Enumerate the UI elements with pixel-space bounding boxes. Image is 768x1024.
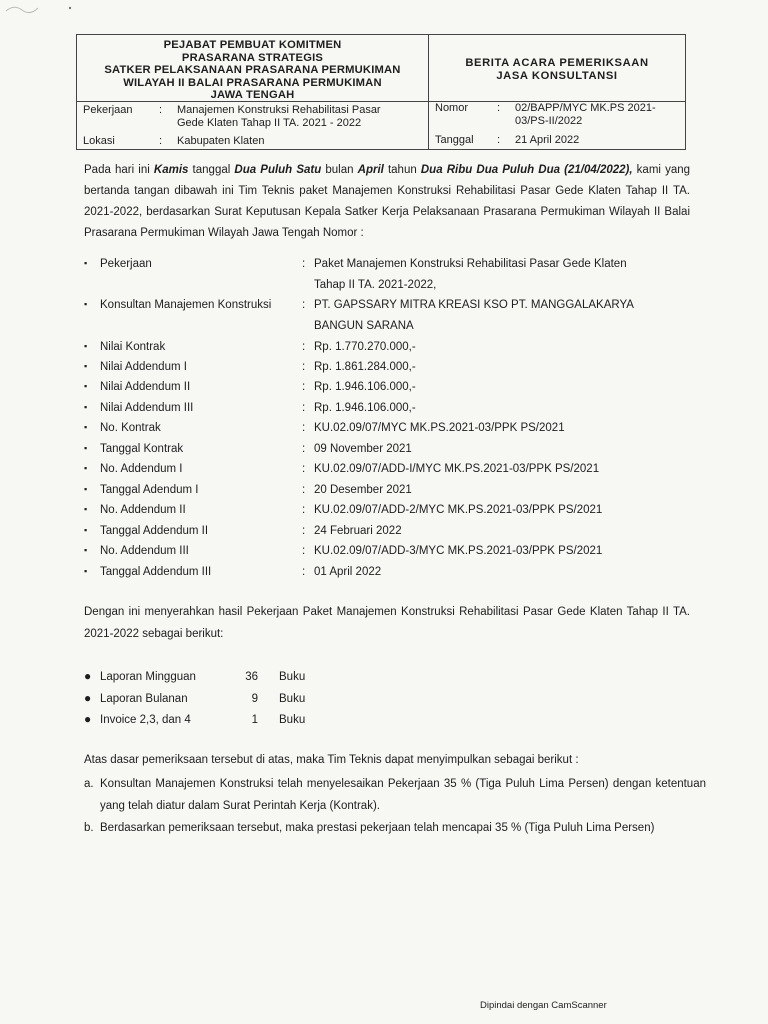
intro-text: tanggal xyxy=(188,164,235,176)
detail-colon: : xyxy=(302,525,306,537)
detail-colon: : xyxy=(302,545,306,557)
deliverable-label: Laporan Mingguan xyxy=(100,671,196,683)
intro-date: Dua Puluh Satu xyxy=(234,164,322,176)
detail-label: No. Addendum II xyxy=(100,504,186,516)
detail-row xyxy=(84,295,704,315)
detail-label: Nilai Addendum III xyxy=(100,402,194,414)
deliverable-qty: 9 xyxy=(251,693,258,705)
detail-value: Paket Manajemen Konstruksi Rehabilitasi Pasar Gede Klaten xyxy=(314,258,627,270)
detail-label: Tanggal Adendum I xyxy=(100,484,199,496)
conclusion-intro: Atas dasar pemeriksaan tersebut di atas, maka Tim Teknis dapat menyimpulkan sebagai berikut : xyxy=(84,754,579,766)
detail-value-cont: BANGUN SARANA xyxy=(314,320,414,332)
conclusion-text: Berdasarkan pemeriksaan tersebut, maka prestasi pekerjaan telah mencapai 35 % (Tiga Puluh Lima Persen) xyxy=(100,822,655,834)
detail-label: Tanggal Addendum II xyxy=(100,525,209,537)
tanggal-colon: : xyxy=(497,134,501,146)
square-bullet-icon: ▪ xyxy=(84,463,88,473)
square-bullet-icon: ▪ xyxy=(84,361,88,371)
detail-value: PT. GAPSSARY MITRA KREASI KSO PT. MANGGALAKARYA xyxy=(314,299,634,311)
detail-row xyxy=(84,418,704,438)
detail-row xyxy=(84,480,704,500)
detail-colon: : xyxy=(302,299,306,311)
detail-label: Tanggal Kontrak xyxy=(100,443,184,455)
lokasi-label: Lokasi xyxy=(83,135,115,147)
detail-row xyxy=(84,357,704,377)
square-bullet-icon: ▪ xyxy=(84,299,88,309)
intro-paragraph xyxy=(84,160,690,244)
detail-row xyxy=(84,541,704,561)
detail-value: 24 Februari 2022 xyxy=(314,525,402,537)
deliverable-item xyxy=(84,710,384,730)
detail-row xyxy=(84,439,704,459)
tanggal-value: 21 April 2022 xyxy=(515,134,580,146)
intro-text: tahun xyxy=(383,164,421,176)
deliverable-unit: Buku xyxy=(279,714,306,726)
doc-title-line: JASA KONSULTANSI xyxy=(496,70,618,82)
round-bullet-icon: ● xyxy=(84,712,92,726)
detail-value: 20 Desember 2021 xyxy=(314,484,412,496)
header-table xyxy=(76,34,686,150)
square-bullet-icon: ▪ xyxy=(84,341,88,351)
square-bullet-icon: ▪ xyxy=(84,402,88,412)
detail-value: Rp. 1.946.106.000,- xyxy=(314,381,416,393)
scanner-watermark: Dipindai dengan CamScanner xyxy=(480,1000,607,1011)
detail-label: Tanggal Addendum III xyxy=(100,566,212,578)
detail-colon: : xyxy=(302,361,306,373)
detail-value: KU.02.09/07/ADD-I/MYC MK.PS.2021-03/PPK PS/2021 xyxy=(314,463,600,475)
detail-label: Nilai Addendum I xyxy=(100,361,187,373)
detail-value-cont: Tahap II TA. 2021-2022, xyxy=(314,279,437,291)
detail-colon: : xyxy=(302,504,306,516)
lokasi-colon: : xyxy=(159,135,163,147)
handover-paragraph: Dengan ini menyerahkan hasil Pekerjaan Paket Manajemen Konstruksi Rehabilitasi Pasar Gede Klaten Tahap II TA. 2021-2022 sebagai berikut: xyxy=(84,606,690,640)
deliverable-unit: Buku xyxy=(279,693,306,705)
detail-value: KU.02.09/07/MYC MK.PS.2021-03/PPK PS/2021 xyxy=(314,422,565,434)
pekerjaan-label: Pekerjaan xyxy=(83,104,133,116)
conclusion-item xyxy=(84,817,706,839)
detail-label: Nilai Kontrak xyxy=(100,341,166,353)
square-bullet-icon: ▪ xyxy=(84,545,88,555)
document-title xyxy=(429,57,685,83)
round-bullet-icon: ● xyxy=(84,669,92,683)
detail-value: Rp. 1.946.106.000,- xyxy=(314,402,416,414)
nomor-value: 02/BAPP/MYC MK.PS 2021- xyxy=(515,102,656,114)
detail-label: Konsultan Manajemen Konstruksi xyxy=(100,299,272,311)
detail-colon: : xyxy=(302,381,306,393)
intro-text: bulan xyxy=(321,164,358,176)
detail-value: 09 November 2021 xyxy=(314,443,412,455)
detail-row xyxy=(84,337,704,357)
deliverable-qty: 1 xyxy=(251,714,258,726)
org-line: SATKER PELAKSANAAN PRASARANA PERMUKIMAN xyxy=(104,64,401,77)
conclusion-marker: b. xyxy=(84,822,94,834)
nomor-colon: : xyxy=(497,102,501,114)
org-line: PEJABAT PEMBUAT KOMITMEN xyxy=(163,39,342,51)
pekerjaan-colon: : xyxy=(159,104,163,116)
tanggal-label: Tanggal xyxy=(435,134,474,146)
round-bullet-icon: ● xyxy=(84,691,92,705)
intro-text: kami yang bertanda tangan dibawah ini Tim Teknis paket Manajemen Konstruksi Rehabilitasi Pasar Gede Klaten Tahap II TA. 2021-2022, berdasarkan Surat Keputusan Kepala Satker Kerja Pelaksanaan Prasarana Permukiman Wilayah II Balai Prasarana Permukiman Wilayah Jawa Tengah Nomor : xyxy=(84,164,691,239)
detail-colon: : xyxy=(302,258,306,270)
detail-colon: : xyxy=(302,566,306,578)
square-bullet-icon: ▪ xyxy=(84,258,88,268)
detail-value: KU.02.09/07/ADD-2/MYC MK.PS.2021-03/PPK PS/2021 xyxy=(314,504,603,516)
intro-year: Dua Ribu Dua Puluh Dua (21/04/2022), xyxy=(420,164,633,176)
detail-colon: : xyxy=(302,341,306,353)
detail-label: Nilai Addendum II xyxy=(100,381,191,393)
detail-row xyxy=(84,254,704,274)
detail-label: No. Addendum III xyxy=(100,545,189,557)
deliverable-label: Invoice 2,3, dan 4 xyxy=(100,714,191,726)
detail-colon: : xyxy=(302,463,306,475)
org-line: WILAYAH II BALAI PRASARANA PERMUKIMAN xyxy=(123,76,382,89)
header-divider-vertical xyxy=(428,35,429,149)
intro-month: April xyxy=(357,164,384,176)
org-line: JAWA TENGAH xyxy=(210,89,295,102)
deliverable-qty: 36 xyxy=(245,671,258,683)
detail-row xyxy=(84,459,704,479)
nomor-value-cont: 03/PS-II/2022 xyxy=(515,115,583,127)
detail-label: No. Addendum I xyxy=(100,463,183,475)
conclusion-item xyxy=(84,773,706,817)
intro-text: Pada hari ini xyxy=(84,164,154,176)
pekerjaan-value-cont: Gede Klaten Tahap II TA. 2021 - 2022 xyxy=(177,117,362,129)
org-line: PRASARANA STRATEGIS xyxy=(181,51,324,64)
organization-name xyxy=(77,39,428,102)
deliverable-label: Laporan Bulanan xyxy=(100,693,188,705)
detail-label: Pekerjaan xyxy=(100,258,152,270)
detail-value: KU.02.09/07/ADD-3/MYC MK.PS.2021-03/PPK PS/2021 xyxy=(314,545,603,557)
detail-row xyxy=(84,398,704,418)
deliverable-unit: Buku xyxy=(279,671,306,683)
detail-row xyxy=(84,562,704,582)
square-bullet-icon: ▪ xyxy=(84,504,88,514)
doc-title-line: BERITA ACARA PEMERIKSAAN xyxy=(465,57,649,69)
detail-label: No. Kontrak xyxy=(100,422,161,434)
deliverable-item xyxy=(84,667,384,687)
detail-colon: : xyxy=(302,402,306,414)
conclusion-text: Konsultan Manajemen Konstruksi telah menyelesaikan Pekerjaan 35 % (Tiga Puluh Lima Persen) dengan ketentuan yang telah diatur dalam Surat Perintah Kerja (Kontrak). xyxy=(100,778,706,812)
deliverable-item xyxy=(84,689,384,709)
square-bullet-icon: ▪ xyxy=(84,381,88,391)
detail-value: Rp. 1.861.284.000,- xyxy=(314,361,416,373)
detail-colon: : xyxy=(302,484,306,496)
detail-row xyxy=(84,521,704,541)
detail-row xyxy=(84,500,704,520)
square-bullet-icon: ▪ xyxy=(84,422,88,432)
intro-day: Kamis xyxy=(153,164,189,176)
square-bullet-icon: ▪ xyxy=(84,566,88,576)
square-bullet-icon: ▪ xyxy=(84,443,88,453)
square-bullet-icon: ▪ xyxy=(84,484,88,494)
nomor-label: Nomor xyxy=(435,102,469,114)
scan-artifact-icon xyxy=(4,2,74,14)
detail-colon: : xyxy=(302,443,306,455)
conclusion-marker: a. xyxy=(84,778,94,790)
square-bullet-icon: ▪ xyxy=(84,525,88,535)
detail-colon: : xyxy=(302,422,306,434)
detail-row xyxy=(84,377,704,397)
pekerjaan-value: Manajemen Konstruksi Rehabilitasi Pasar xyxy=(177,104,381,116)
lokasi-value: Kabupaten Klaten xyxy=(177,135,265,147)
detail-value: 01 April 2022 xyxy=(314,566,382,578)
detail-value: Rp. 1.770.270.000,- xyxy=(314,341,416,353)
